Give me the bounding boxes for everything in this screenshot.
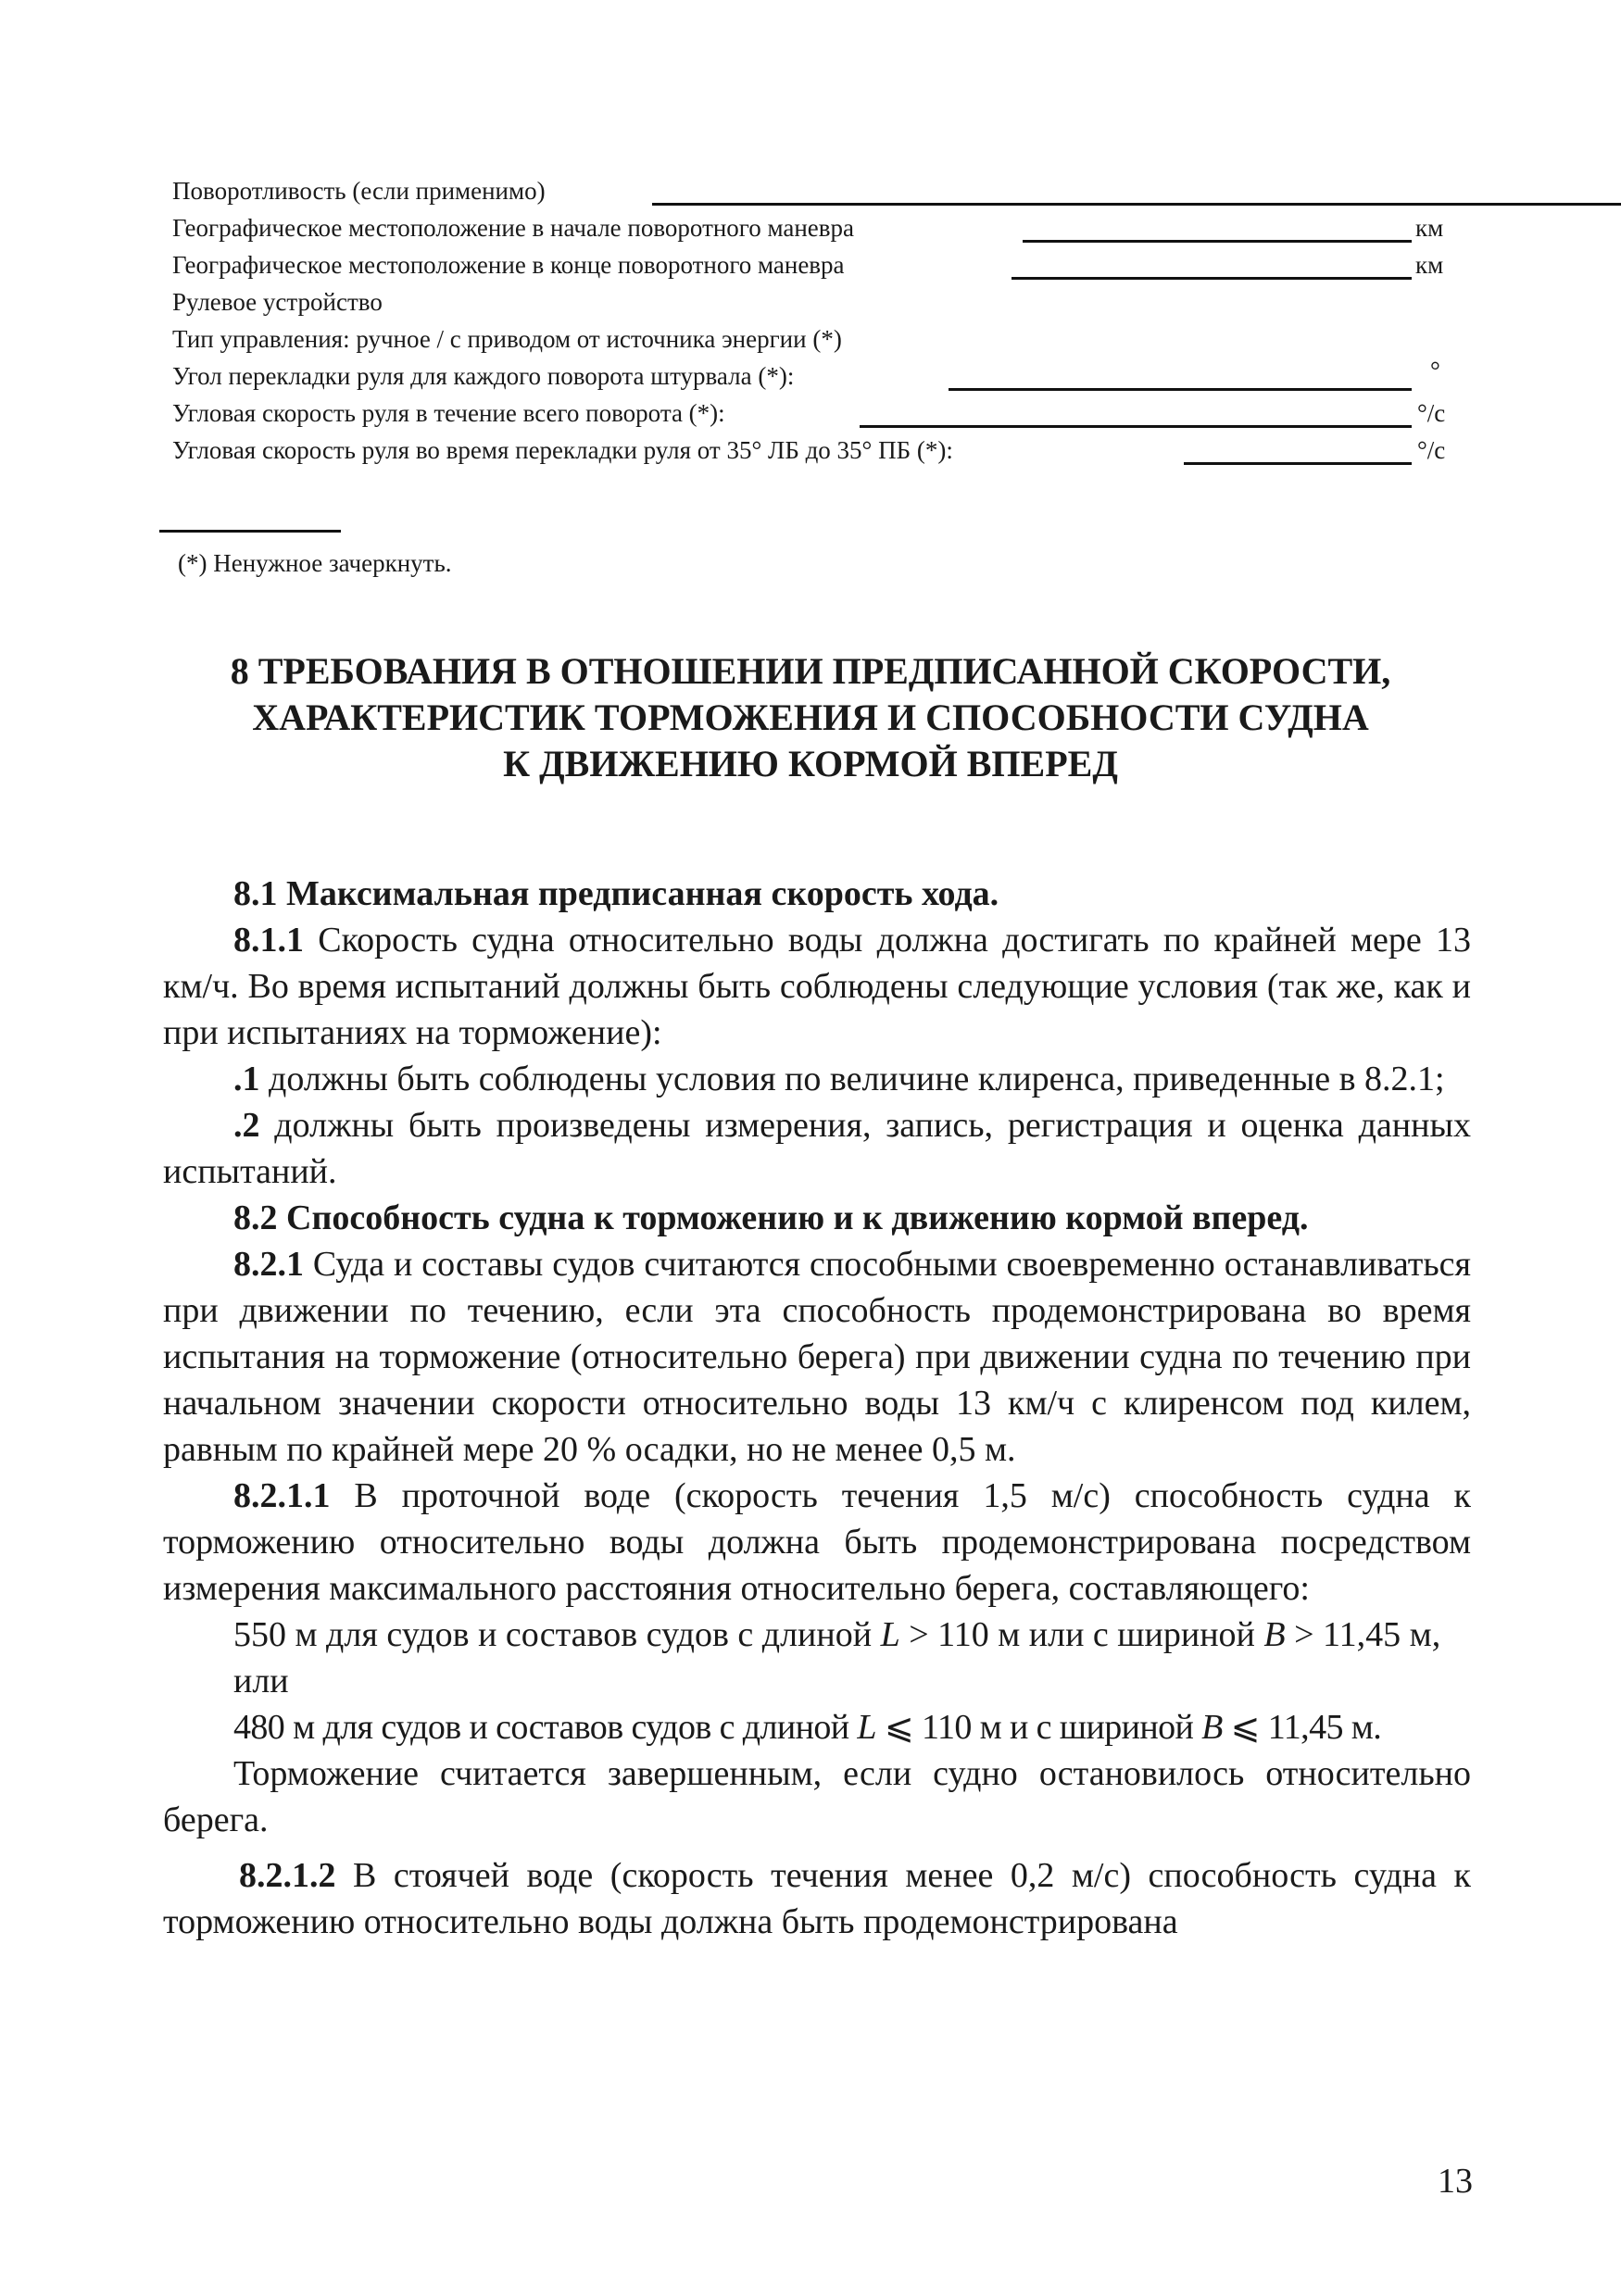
body-text (163, 871, 1471, 1945)
paragraph-8-2-1-2 (163, 1852, 1471, 1945)
text-part: ⩽ 11,45 м. (1222, 1708, 1382, 1747)
label-turning: Поворотливость (если применимо) (172, 177, 546, 205)
clause-text: Суда и составы судов считаются способными своевременно останавливаться при движении по течению, если эта способность продемонстрирована во время испытания на торможение (относительно берега) при движении судна по течению при начальном значении скорости относительно воды 13 км/ч с клиренсом под килем, равным по крайней мере 20 % осадки, но не менее 0,5 м. (163, 1245, 1471, 1469)
fill-line-turning (652, 203, 1621, 206)
unit-km-end: км (1415, 251, 1444, 279)
clause-number: 8.1.1 (233, 921, 304, 960)
text-part: ⩽ 110 м и с шириной (875, 1708, 1202, 1747)
var-l: L (880, 1615, 900, 1654)
heading-line-1: 8 ТРЕБОВАНИЯ В ОТНОШЕНИИ ПРЕДПИСАННОЙ СКОРОСТИ, (230, 650, 1391, 692)
page-number: 13 (1438, 2162, 1473, 2201)
fill-line-rudder-speed-35 (1184, 462, 1412, 465)
paragraph-8-1-1 (163, 917, 1471, 1056)
heading-line-2: ХАРАКТЕРИСТИК ТОРМОЖЕНИЯ И СПОСОБНОСТИ СУДНА (252, 696, 1369, 738)
clause-number: 8.2.1 (233, 1245, 304, 1284)
item-text: должны быть соблюдены условия по величине клиренса, приведенные в 8.2.1; (259, 1060, 1445, 1098)
section-heading (120, 648, 1501, 787)
unit-km-start: км (1415, 214, 1444, 242)
unit-deg-s-full: °/с (1417, 399, 1446, 427)
unit-deg: ° (1430, 357, 1440, 384)
item-text: должны быть произведены измерения, запись, регистрация и оценка данных испытаний. (163, 1106, 1471, 1191)
label-control-type: Тип управления: ручное / с приводом от источника энергии (*) (172, 325, 842, 353)
list-item-1 (163, 1056, 1471, 1102)
fill-line-rudder-speed-full (860, 425, 1412, 428)
unit-deg-s-35: °/с (1417, 436, 1446, 464)
clause-text: В проточной воде (скорость течения 1,5 м/с) способность судна к торможению относительно воды должна быть продемонстрирована посредством измерения максимального расстояния относительно берега, составляющего: (163, 1476, 1471, 1608)
clause-text: В стоячей воде (скорость течения менее 0,2 м/с) способность судна к торможению относительно воды должна быть продемонстрирована (163, 1856, 1471, 1941)
distance-480 (163, 1704, 1471, 1750)
label-rudder-angle: Угол перекладки руля для каждого поворота штурвала (*): (172, 362, 795, 390)
item-number: .1 (233, 1060, 260, 1098)
label-geo-start: Географическое местоположение в начале поворотного маневра (172, 214, 855, 242)
braking-complete: Торможение считается завершенным, если судно остановилось относительно берега. (163, 1754, 1471, 1839)
label-rudder-speed-35: Угловая скорость руля во время перекладки руля от 35° ЛБ до 35° ПБ (*): (172, 436, 953, 464)
list-item-2 (163, 1102, 1471, 1195)
text-part: > 110 м или с шириной (899, 1615, 1264, 1654)
item-number: .2 (233, 1106, 260, 1145)
text-part: 480 м для судов и составов судов с длиной (233, 1708, 858, 1747)
footnote-rule (159, 530, 341, 533)
fill-line-rudder-angle (949, 388, 1412, 391)
var-b: B (1201, 1708, 1223, 1747)
text-part: 550 м для судов и составов судов с длиной (233, 1615, 881, 1654)
heading-line-3: К ДВИЖЕНИЮ КОРМОЙ ВПЕРЕД (503, 743, 1118, 784)
paragraph-8-2-1-1 (163, 1473, 1471, 1612)
fill-line-geo-end (1012, 277, 1412, 280)
footnote: (*) Ненужное зачеркнуть. (178, 549, 452, 577)
var-b: B (1263, 1615, 1286, 1654)
paragraph-8-2-1 (163, 1241, 1471, 1473)
clause-text: Скорость судна относительно воды должна достигать по крайней мере 13 км/ч. Во время испытаний должны быть соблюдены следующие условия (так же, как и при испытаниях на торможение): (163, 921, 1471, 1052)
text-part: > 11,45 м, (1285, 1615, 1441, 1654)
clause-number: 8.2.1.2 (239, 1856, 336, 1895)
distance-550 (163, 1612, 1471, 1658)
label-geo-end: Географическое местоположение в конце поворотного маневра (172, 251, 845, 279)
or-text: или (233, 1662, 289, 1700)
subsection-title-8-1: 8.1 Максимальная предписанная скорость хода. (233, 874, 999, 913)
subsection-title-8-2: 8.2 Способность судна к торможению и к движению кормой вперед. (233, 1198, 1309, 1237)
var-l: L (857, 1708, 876, 1747)
clause-number: 8.2.1.1 (233, 1476, 331, 1515)
label-steering: Рулевое устройство (172, 288, 383, 316)
label-rudder-speed-full: Угловая скорость руля в течение всего поворота (*): (172, 399, 725, 427)
fill-line-geo-start (1023, 240, 1412, 243)
